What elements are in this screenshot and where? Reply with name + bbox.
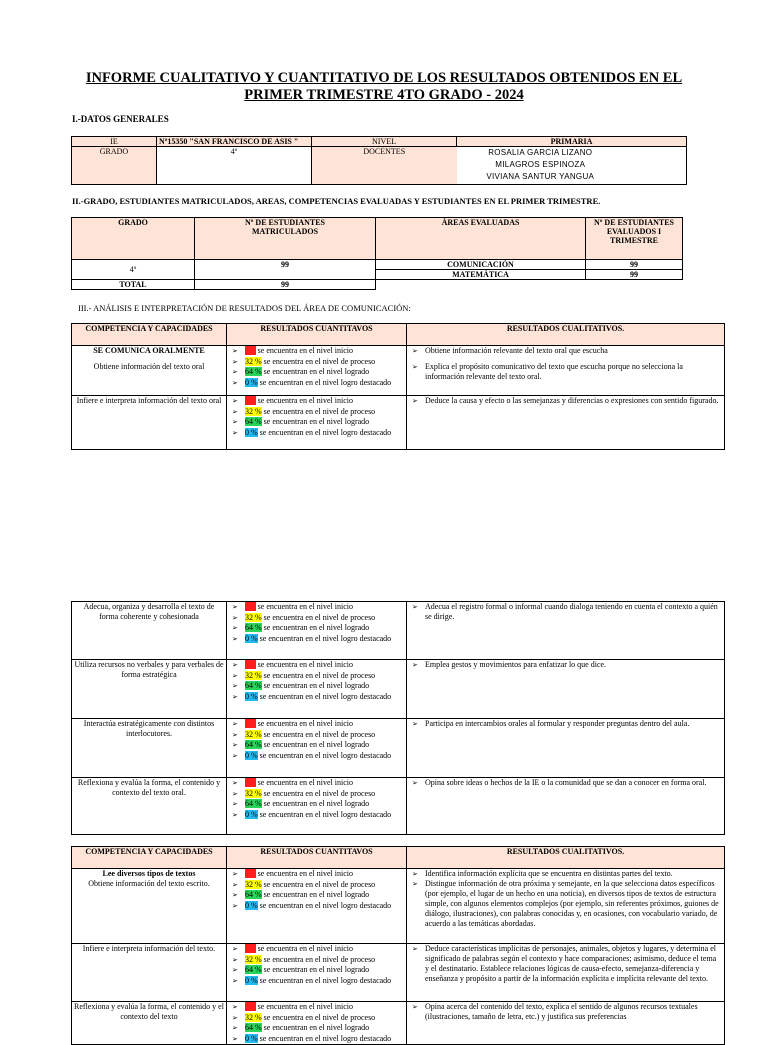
section-datos-generales: I.-DATOS GENERALES <box>72 114 169 124</box>
level-logrado-text: se encuentran en el nivel logrado <box>263 965 370 974</box>
levels-list <box>229 869 404 911</box>
cual-item: ➢ Participa en intercambios orales al formular y responder preguntas dentro del aula. <box>409 719 722 729</box>
total-value: 99 <box>195 280 376 290</box>
level-proceso-text: se encuentra en el nivel de proceso <box>263 729 376 739</box>
level-proceso-percent: 32 % <box>245 406 262 416</box>
level-inicio <box>229 719 404 730</box>
docente-1: ROSALIA GARCIA LIZANO <box>488 148 593 157</box>
th-matriculados: Nº DE ESTUDIANTES MATRICULADOS <box>195 218 376 260</box>
levels-list <box>229 719 404 761</box>
level-proceso-percent: 32 % <box>245 879 262 889</box>
level-proceso-text: se encuentra en el nivel de proceso <box>263 670 376 680</box>
cual-cell <box>407 346 725 396</box>
level-inicio-percent: 4% <box>245 944 256 953</box>
level-inicio <box>229 396 404 407</box>
level-destacado-percent: 0 % <box>245 975 258 985</box>
th-cualitativos: RESULTADOS CUALITATIVOS. <box>407 324 725 346</box>
level-inicio-percent: 4% <box>245 1002 256 1011</box>
document-title <box>60 70 708 104</box>
level-inicio-percent: 4% <box>245 719 256 728</box>
level-inicio <box>229 1002 404 1013</box>
cap-reflexiona-escrito: Reflexiona y evalúa la forma, el contenido y el contexto del texto <box>72 1002 227 1045</box>
level-logrado-percent: 64 % <box>245 367 262 376</box>
level-destacado-percent: 0 % <box>245 750 258 760</box>
cuant-cell <box>227 719 407 778</box>
level-logrado-text: se encuentran en el nivel logrado <box>263 740 370 749</box>
cual-item: ➢ Opina acerca del contenido del texto, explica el sentido de algunos recursos textuales (ilustraciones, tamaño de letra, etc.) y justifica sus preferencias <box>409 1002 722 1022</box>
level-destacado-text: se encuentran en el nivel logro destacado <box>259 809 392 819</box>
level-destacado-text: se encuentran en el nivel logro destacado <box>259 900 392 910</box>
cual-cell <box>407 778 725 835</box>
cuant-cell <box>227 1002 407 1045</box>
ie-value: Nº15350 "SAN FRANCISCO DE ASIS " <box>157 137 312 147</box>
level-logrado-text: se encuentran en el nivel logrado <box>263 1023 370 1032</box>
cual-item: ➢ Opina sobre ideas o hechos de la IE o la comunidad que se dan a conocer en forma oral. <box>409 778 722 788</box>
cual-cell <box>407 602 725 660</box>
cap-label: Obtiene información del texto oral <box>93 362 205 371</box>
level-logrado <box>229 965 404 976</box>
level-logrado <box>229 799 404 810</box>
level-destacado-text: se encuentran en el nivel logro destacado <box>259 377 392 387</box>
cual-cell <box>407 944 725 1002</box>
level-inicio <box>229 660 404 671</box>
level-logrado <box>229 740 404 751</box>
level-inicio-percent: 4% <box>245 396 256 405</box>
level-logrado <box>229 681 404 692</box>
grado-label: GRADO <box>72 147 157 185</box>
level-inicio <box>229 778 404 789</box>
level-logrado-percent: 64 % <box>245 890 262 899</box>
levels-list <box>229 396 404 438</box>
levels-list <box>229 944 404 986</box>
level-inicio-text: se encuentra en el nivel inicio <box>257 944 353 953</box>
levels-list <box>229 346 404 388</box>
level-proceso <box>229 671 404 682</box>
lee-table <box>71 846 725 1045</box>
area-comunicacion: COMUNICACIÓN <box>376 260 586 270</box>
level-destacado <box>229 1034 404 1045</box>
level-proceso-percent: 32 % <box>245 954 262 964</box>
level-proceso <box>229 789 404 800</box>
level-logrado <box>229 890 404 901</box>
cual-cell <box>407 660 725 719</box>
levels-list <box>229 1002 404 1044</box>
evaluados-matematica: 99 <box>586 270 683 280</box>
level-inicio-percent: 4% <box>245 869 256 878</box>
level-inicio-text: se encuentra en el nivel inicio <box>257 778 353 787</box>
nivel-label: NIVEL <box>312 137 457 147</box>
cap-obtiene-escrito <box>72 869 227 944</box>
empty-cell <box>376 280 683 290</box>
level-logrado <box>229 367 404 378</box>
level-inicio-percent: 4% <box>245 346 256 355</box>
competencia-lee: Lee diversos tipos de textos <box>102 869 196 878</box>
level-destacado-percent: 0 % <box>245 691 258 701</box>
level-proceso <box>229 613 404 624</box>
level-destacado <box>229 634 404 645</box>
cap-infiere-escrito: Infiere e interpreta información del texto. <box>72 944 227 1002</box>
levels-list <box>229 778 404 820</box>
section-grado-estudiantes: II.-GRADO, ESTUDIANTES MATRICULADOS, AREAS, COMPETENCIAS EVALUADAS Y ESTUDIANTES EN EL PRIMER TRIMESTRE. <box>72 196 601 206</box>
level-logrado-text: se encuentran en el nivel logrado <box>263 367 370 376</box>
level-inicio-text: se encuentra en el nivel inicio <box>257 396 353 405</box>
level-proceso-percent: 32 % <box>245 729 262 739</box>
oral-table-1 <box>71 323 725 450</box>
cuant-cell <box>227 944 407 1002</box>
th-cuantitativos: RESULTADOS CUANTITAVOS <box>227 324 407 346</box>
level-proceso-percent: 32 % <box>245 356 262 366</box>
level-destacado-text: se encuentran en el nivel logro destacado <box>259 975 392 985</box>
level-destacado <box>229 378 404 389</box>
level-inicio <box>229 944 404 955</box>
level-inicio <box>229 602 404 613</box>
level-logrado <box>229 1023 404 1034</box>
matriculados-cell: 99 <box>195 260 376 280</box>
cual-item: ➢ Identifica información explícita que se encuentra en distintas partes del texto. <box>409 869 722 879</box>
grado-estudiantes-table <box>71 217 683 290</box>
cap-obtiene-oral <box>72 346 227 396</box>
cap-reflexiona-oral: Reflexiona y evalúa la forma, el contenido y contexto del texto oral. <box>72 778 227 835</box>
level-logrado-percent: 64 % <box>245 740 262 749</box>
cual-item: ➢ Deduce características implícitas de personajes, animales, objetos y lugares, y determina el significado de palabras según el contexto y hace comparaciones; asimismo, deduce el tema y el destinatario. Establece relaciones lógicas de causa-efecto, semejanza-diferencia y enseñanza y propósito a partir de la información explícita e implícita relevante del texto. <box>409 944 722 984</box>
level-logrado <box>229 623 404 634</box>
docente-3: VIVIANA SANTUR YANGUA <box>486 172 595 181</box>
cuant-cell <box>227 602 407 660</box>
cual-item: ➢ Emplea gestos y movimientos para enfatizar lo que dice. <box>409 660 722 670</box>
cuant-cell <box>227 778 407 835</box>
level-inicio-percent: 4% <box>245 660 256 669</box>
level-proceso-percent: 32 % <box>245 788 262 798</box>
th-grado: GRADO <box>72 218 195 260</box>
cap-adecua: Adecua, organiza y desarrolla el texto de forma coherente y cohesionada <box>72 602 227 660</box>
cual-cell <box>407 1002 725 1045</box>
cap-infiere-oral: Infiere e interpreta información del texto oral <box>72 396 227 450</box>
cuant-cell <box>227 396 407 450</box>
docente-2: MILAGROS ESPINOZA <box>495 160 586 169</box>
level-destacado-percent: 0 % <box>245 633 258 643</box>
evaluados-comunicacion: 99 <box>586 260 683 270</box>
level-destacado-percent: 0 % <box>245 427 258 437</box>
level-destacado-percent: 0 % <box>245 1033 258 1043</box>
level-proceso-text: se encuentra en el nivel de proceso <box>263 788 376 798</box>
level-proceso <box>229 407 404 418</box>
cual-item: ➢ Adecua el registro formal o informal cuando dialoga teniendo en cuenta el contexto a quién se dirige. <box>409 602 722 622</box>
level-destacado <box>229 810 404 821</box>
level-destacado <box>229 692 404 703</box>
level-proceso-percent: 32 % <box>245 1012 262 1022</box>
title-line-1: INFORME CUALITATIVO Y CUANTITATIVO DE LOS RESULTADOS OBTENIDOS EN EL <box>85 70 683 86</box>
level-destacado <box>229 976 404 987</box>
title-line-2: PRIMER TRIMESTRE 4TO GRADO - 2024 <box>244 87 524 103</box>
level-proceso-text: se encuentra en el nivel de proceso <box>263 406 376 416</box>
level-logrado-text: se encuentran en el nivel logrado <box>263 890 370 899</box>
level-logrado-text: se encuentran en el nivel logrado <box>263 681 370 690</box>
oral-table-2 <box>71 601 725 835</box>
datos-generales-table <box>71 136 687 185</box>
level-logrado-text: se encuentran en el nivel logrado <box>263 417 370 426</box>
level-destacado-percent: 0 % <box>245 809 258 819</box>
level-inicio-text: se encuentra en el nivel inicio <box>257 1002 353 1011</box>
section-analisis: III.- ANÁLISIS E INTERPRETACIÓN DE RESULTADOS DEL ÁREA DE COMUNICACIÓN: <box>78 303 411 313</box>
level-inicio <box>229 346 404 357</box>
level-inicio-percent: 4% <box>245 778 256 787</box>
level-destacado <box>229 751 404 762</box>
level-destacado-percent: 0 % <box>245 377 258 387</box>
level-inicio-text: se encuentra en el nivel inicio <box>257 869 353 878</box>
cual-item: ➢ Obtiene información relevante del texto oral que escucha <box>409 346 722 356</box>
level-inicio-text: se encuentra en el nivel inicio <box>257 602 353 611</box>
cuant-cell <box>227 869 407 944</box>
nivel-value: PRIMARIA <box>457 137 687 147</box>
docentes-list <box>457 147 687 185</box>
cap-recursos: Utiliza recursos no verbales y para verbales de forma estratégica <box>72 660 227 719</box>
th-cualitativos: RESULTADOS CUALITATIVOS. <box>407 847 725 869</box>
level-logrado-text: se encuentran en el nivel logrado <box>263 799 370 808</box>
level-logrado-text: se encuentran en el nivel logrado <box>263 623 370 632</box>
level-destacado-text: se encuentran en el nivel logro destacado <box>259 1033 392 1043</box>
level-destacado-text: se encuentran en el nivel logro destacado <box>259 691 392 701</box>
level-destacado-text: se encuentran en el nivel logro destacado <box>259 750 392 760</box>
level-inicio-text: se encuentra en el nivel inicio <box>257 346 353 355</box>
level-logrado-percent: 64 % <box>245 965 262 974</box>
th-areas: ÁREAS EVALUADAS <box>376 218 586 260</box>
level-logrado-percent: 64 % <box>245 681 262 690</box>
level-logrado-percent: 64 % <box>245 417 262 426</box>
cap-interactua: Interactúa estratégicamente con distintos interlocutores. <box>72 719 227 778</box>
total-label: TOTAL <box>72 280 195 290</box>
level-logrado <box>229 417 404 428</box>
level-inicio-text: se encuentra en el nivel inicio <box>257 719 353 728</box>
level-proceso <box>229 730 404 741</box>
cuant-cell <box>227 660 407 719</box>
th-evaluados: Nº DE ESTUDIANTES EVALUADOS I TRIMESTRE <box>586 218 683 260</box>
level-inicio-text: se encuentra en el nivel inicio <box>257 660 353 669</box>
cual-cell <box>407 869 725 944</box>
cual-item: ➢ Explica el propósito comunicativo del texto que escucha porque no selecciona la información relevante del texto oral. <box>409 362 722 382</box>
level-inicio <box>229 869 404 880</box>
level-destacado-percent: 0 % <box>245 900 258 910</box>
level-destacado-text: se encuentran en el nivel logro destacado <box>259 427 392 437</box>
level-destacado <box>229 901 404 912</box>
th-competencia: COMPETENCIA Y CAPACIDADES <box>72 324 227 346</box>
level-proceso <box>229 880 404 891</box>
ie-label: IE <box>72 137 157 147</box>
cual-item: ➢ Deduce la causa y efecto o las semejanzas y diferencias o expresiones con sentido figurado. <box>409 396 722 406</box>
levels-list <box>229 602 404 644</box>
docentes-label: DOCENTES <box>312 147 457 185</box>
level-destacado-text: se encuentran en el nivel logro destacado <box>259 633 392 643</box>
level-destacado <box>229 428 404 439</box>
cual-item: ➢ Distingue información de otra próxima y semejante, en la que selecciona datos específicos (por ejemplo, el lugar de un hecho en una noticia), en diversos tipos de textos de estructura simple, con algunos elementos complejos (por ejemplo, sin referentes próximos, guiones de diálogo, ilustraciones), con palabras conocidas y, en ocasiones, con vocabulario variado, de acuerdo a las temáticas abordadas. <box>409 879 722 929</box>
cual-cell <box>407 719 725 778</box>
level-logrado-percent: 64 % <box>245 799 262 808</box>
level-proceso-text: se encuentra en el nivel de proceso <box>263 954 376 964</box>
th-competencia: COMPETENCIA Y CAPACIDADES <box>72 847 227 869</box>
grado-cell: 4º <box>72 260 195 280</box>
level-proceso <box>229 357 404 368</box>
level-proceso <box>229 1013 404 1024</box>
level-inicio-percent: 4% <box>245 602 256 611</box>
levels-list <box>229 660 404 702</box>
level-proceso-percent: 32 % <box>245 612 262 622</box>
level-proceso-text: se encuentra en el nivel de proceso <box>263 1012 376 1022</box>
competencia-oral: SE COMUNICA ORALMENTE <box>93 346 205 355</box>
level-proceso-text: se encuentra en el nivel de proceso <box>263 612 376 622</box>
th-cuantitativos: RESULTADOS CUANTITAVOS <box>227 847 407 869</box>
cap-label: Obtiene información del texto escrito. <box>88 879 210 888</box>
level-proceso-percent: 32 % <box>245 670 262 680</box>
cuant-cell <box>227 346 407 396</box>
level-logrado-percent: 64 % <box>245 623 262 632</box>
level-logrado-percent: 64 % <box>245 1023 262 1032</box>
cual-cell <box>407 396 725 450</box>
level-proceso-text: se encuentra en el nivel de proceso <box>263 356 376 366</box>
level-proceso <box>229 955 404 966</box>
grado-value: 4º <box>157 147 312 185</box>
area-matematica: MATEMÁTICA <box>376 270 586 280</box>
level-proceso-text: se encuentra en el nivel de proceso <box>263 879 376 889</box>
